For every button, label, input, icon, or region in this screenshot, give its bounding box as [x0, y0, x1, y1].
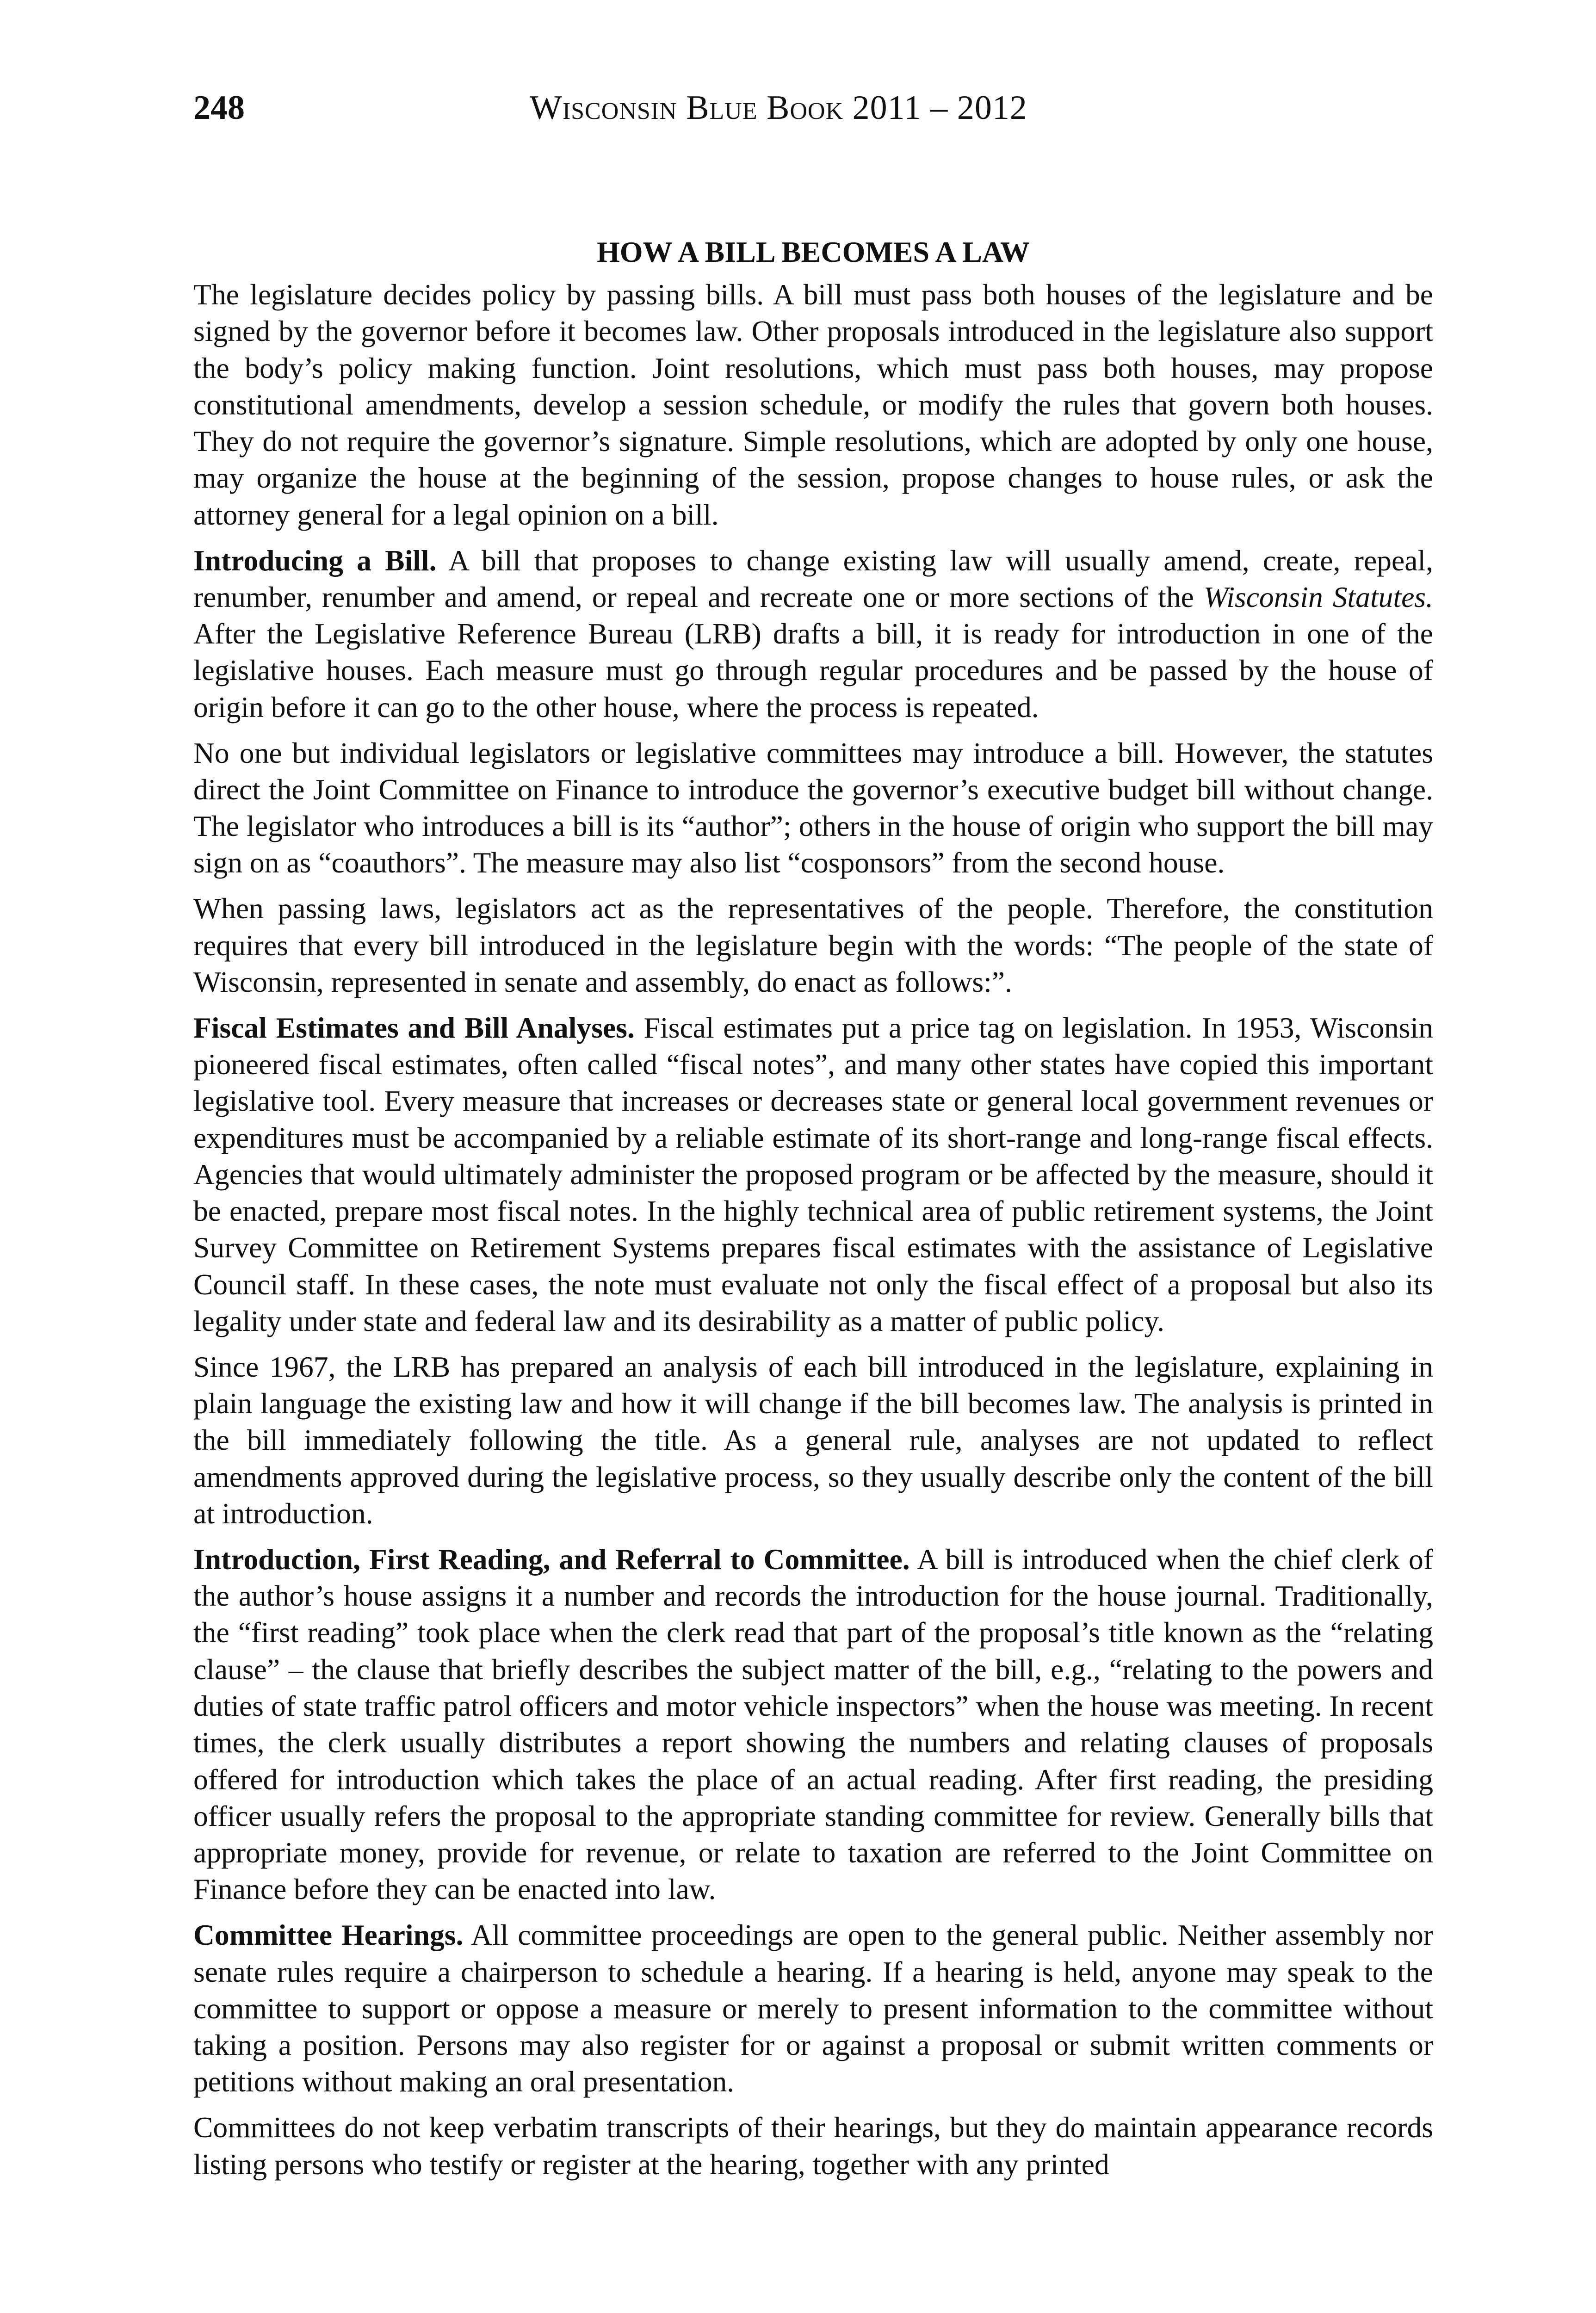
paragraph-bill-analyses: Since 1967, the LRB has prepared an analysis of each bill introduced in the legislature, explaining in plain language the existing law and how it will change if the bill becomes law. The analysis is printed in the bill immediately following the title. As a general rule, analyses are not updated to reflect amendments approved during the legislative process, so they usually describe only the content of the bill at introduction. [193, 1350, 1433, 1530]
page-number: 248 [193, 89, 245, 127]
paragraph-intro: The legislature decides policy by passing bills. A bill must pass both houses of the legislature and be signed by the governor before it becomes law. Other proposals introduced in the legislature also support the body’s policy making function. Joint resolutions, which must pass both houses, may propose constitutional amendments, develop a session schedule, or modify the rules that govern both houses. They do not require the governor’s signature. Simple resolutions, which are adopted by only one house, may organize the house at the beginning of the session, propose changes to house rules, or ask the attorney general for a legal opinion on a bill. [193, 278, 1433, 531]
running-head: Wisconsin Blue Book 2011 – 2012 [530, 89, 1027, 127]
paragraph-authors: No one but individual legislators or legislative committees may introduce a bill. However, the statutes direct the Joint Committee on Finance to introduce the governor’s executive budget bill without change. The legislator who introduces a bill is its “author”; others in the house of origin who support the bill may sign on as “coauthors”. The measure may also list “cosponsors” from the second house. [193, 736, 1433, 879]
paragraph-fiscal-estimates: Fiscal Estimates and Bill Analyses. Fiscal estimates put a price tag on legislation. In 1953, Wisconsin pioneered fiscal estimates, often called “fiscal notes”, and many other states have copied this important legislative tool. Every measure that increases or decreases state or general local government revenues or expenditures must be accompanied by a reliable estimate of its short-range and long-range fiscal effects. Agencies that would ultimately administer the proposed program or be affected by the measure, should it be enacted, prepare most fiscal notes. In the highly technical area of public retirement systems, the Joint Survey Committee on Retirement Systems prepares fiscal estimates with the assistance of Legislative Council staff. In these cases, the note must evaluate not only the fiscal effect of a proposal but also its legality under state and federal law and its desirability as a matter of public policy. [193, 1011, 1434, 1338]
paragraph-appearance-records: Committees do not keep verbatim transcripts of their hearings, but they do maintain appearance records listing persons who testify or register at the hearing, together with any printed [193, 2111, 1433, 2181]
section-heading: Introducing a Bill. [193, 544, 437, 577]
section-heading: Introduction, First Reading, and Referral to Committee. [193, 1542, 910, 1576]
article-title: HOW A BILL BECOMES A LAW [596, 235, 1030, 268]
paragraph-enacting-clause: When passing laws, legislators act as the representatives of the people. Therefore, the constitution requires that every bill introduced in the legislature begin with the words: “The people of the state of Wisconsin, represented in senate and assembly, do enact as follows:”. [193, 892, 1433, 998]
paragraph-first-reading: Introduction, First Reading, and Referral to Committee. A bill is introduced when the chief clerk of the author’s house assigns it a number and records the introduction for the house journal. Traditionally, the “first reading” took place when the clerk read that part of the proposal’s title known as the “relating clause” – the clause that briefly describes the subject matter of the bill, e.g., “relating to the powers and duties of state traffic patrol officers and motor vehicle inspectors” when the house was meeting. In recent times, the clerk usually distributes a report showing the numbers and relating clauses of proposals offered for introduction which takes the place of an actual reading. After first reading, the presiding officer usually refers the proposal to the appropriate standing committee for review. Generally bills that appropriate money, provide for revenue, or relate to taxation are referred to the Joint Committee on Finance before they can be enacted into law. [193, 1542, 1433, 1906]
section-heading: Fiscal Estimates and Bill Analyses. [193, 1011, 635, 1044]
paragraph-introducing-a-bill: Introducing a Bill. A bill that proposes to change existing law will usually amend, create, repeal, renumber, renumber and amend, or repeal and recreate one or more sections of the Wisconsin Statutes. After the Legislative Reference Bureau (LRB) drafts a bill, it is ready for introduction in one of the legislative houses. Each measure must go through regular procedures and be passed by the house of origin before it can go to the other house, where the process is repeated. [193, 544, 1433, 724]
section-heading: Committee Hearings. [193, 1918, 464, 1952]
article-body [193, 234, 1433, 2191]
paragraph-committee-hearings: Committee Hearings. All committee proceedings are open to the general public. Neither assembly nor senate rules require a chairperson to schedule a hearing. If a hearing is held, anyone may speak to the committee to support or oppose a measure or merely to present information to the committee without taking a position. Persons may also register for or against a proposal or submit written comments or petitions without making an oral presentation. [193, 1918, 1433, 2098]
